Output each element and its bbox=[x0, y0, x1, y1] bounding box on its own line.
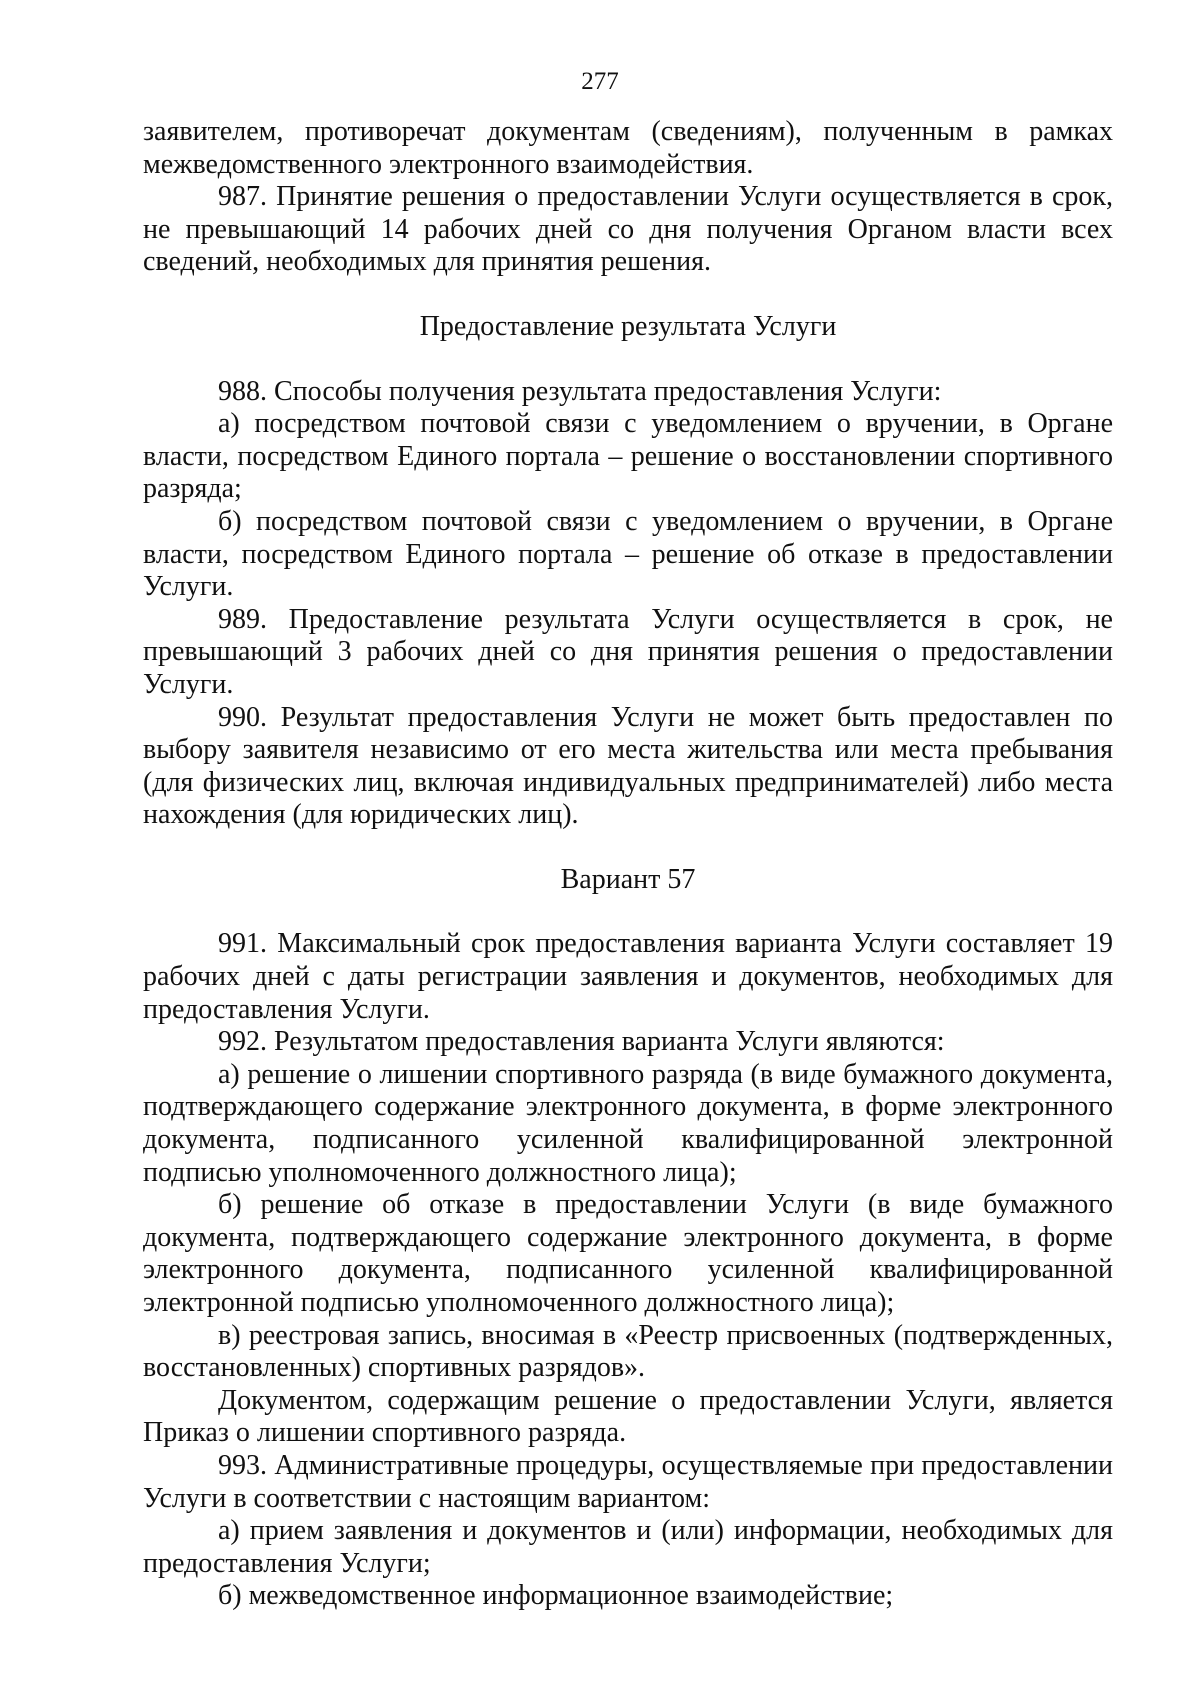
paragraph-988-a: а) посредством почтовой связи с уведомлением о вручении, в Органе власти, посредством Единого портала – решение о восстановлении спортивного разряда; bbox=[143, 408, 1113, 505]
paragraph-991: 991. Максимальный срок предоставления варианта Услуги составляет 19 рабочих дней с даты регистрации заявления и документов, необходимых для предоставления Услуги. bbox=[143, 928, 1113, 1025]
paragraph-992-a: а) решение о лишении спортивного разряда (в виде бумажного документа, подтверждающего содержание электронного документа, в форме электронного документа, подписанного усиленной квалифицированной электронной подписью уполномоченного должностного лица); bbox=[143, 1058, 1113, 1188]
paragraph-decision-document: Документом, содержащим решение о предоставлении Услуги, является Приказ о лишении спортивного разряда. bbox=[143, 1384, 1113, 1449]
paragraph-continuation: заявителем, противоречат документам (сведениям), полученным в рамках межведомственного электронного взаимодействия. bbox=[143, 116, 1113, 180]
paragraph-989: 989. Предоставление результата Услуги осуществляется в срок, не превышающий 3 рабочих дней со дня принятия решения о предоставлении Услуги. bbox=[143, 603, 1113, 700]
paragraph-990: 990. Результат предоставления Услуги не может быть предоставлен по выбору заявителя независимо от его места жительства или места пребывания (для физических лиц, включая индивидуальных предпринимателей) либо места нахождения (для юридических лиц). bbox=[143, 701, 1113, 831]
paragraph-992-v: в) реестровая запись, вносимая в «Реестр присвоенных (подтвержденных, восстановленных) спортивных разрядов». bbox=[143, 1319, 1113, 1384]
paragraph-992-b: б) решение об отказе в предоставлении Услуги (в виде бумажного документа, подтверждающего содержание электронного документа, в форме электронного документа, подписанного усиленной квалифицированной электронной подписью уполномоченного должностного лица); bbox=[143, 1189, 1113, 1318]
document-body bbox=[143, 116, 1113, 1613]
paragraph-992: 992. Результатом предоставления варианта Услуги являются: bbox=[218, 1026, 945, 1058]
paragraph-988-b: б) посредством почтовой связи с уведомлением о вручении, в Органе власти, посредством Единого портала – решение об отказе в предоставлении Услуги. bbox=[143, 505, 1113, 603]
page-number: 277 bbox=[581, 68, 619, 95]
section-heading-result: Предоставление результата Услуги bbox=[419, 310, 837, 342]
paragraph-993: 993. Административные процедуры, осуществляемые при предоставлении Услуги в соответствии с настоящим вариантом: bbox=[143, 1449, 1113, 1514]
section-heading-variant-57: Вариант 57 bbox=[560, 863, 696, 895]
paragraph-993-a: а) прием заявления и документов и (или) информации, необходимых для предоставления Услуги; bbox=[143, 1515, 1113, 1579]
paragraph-993-b: б) межведомственное информационное взаимодействие; bbox=[218, 1580, 894, 1612]
paragraph-987: 987. Принятие решения о предоставлении Услуги осуществляется в срок, не превышающий 14 рабочих дней со дня получения Органом власти всех сведений, необходимых для принятия решения. bbox=[143, 181, 1113, 278]
paragraph-988: 988. Способы получения результата предоставления Услуги: bbox=[218, 375, 942, 407]
